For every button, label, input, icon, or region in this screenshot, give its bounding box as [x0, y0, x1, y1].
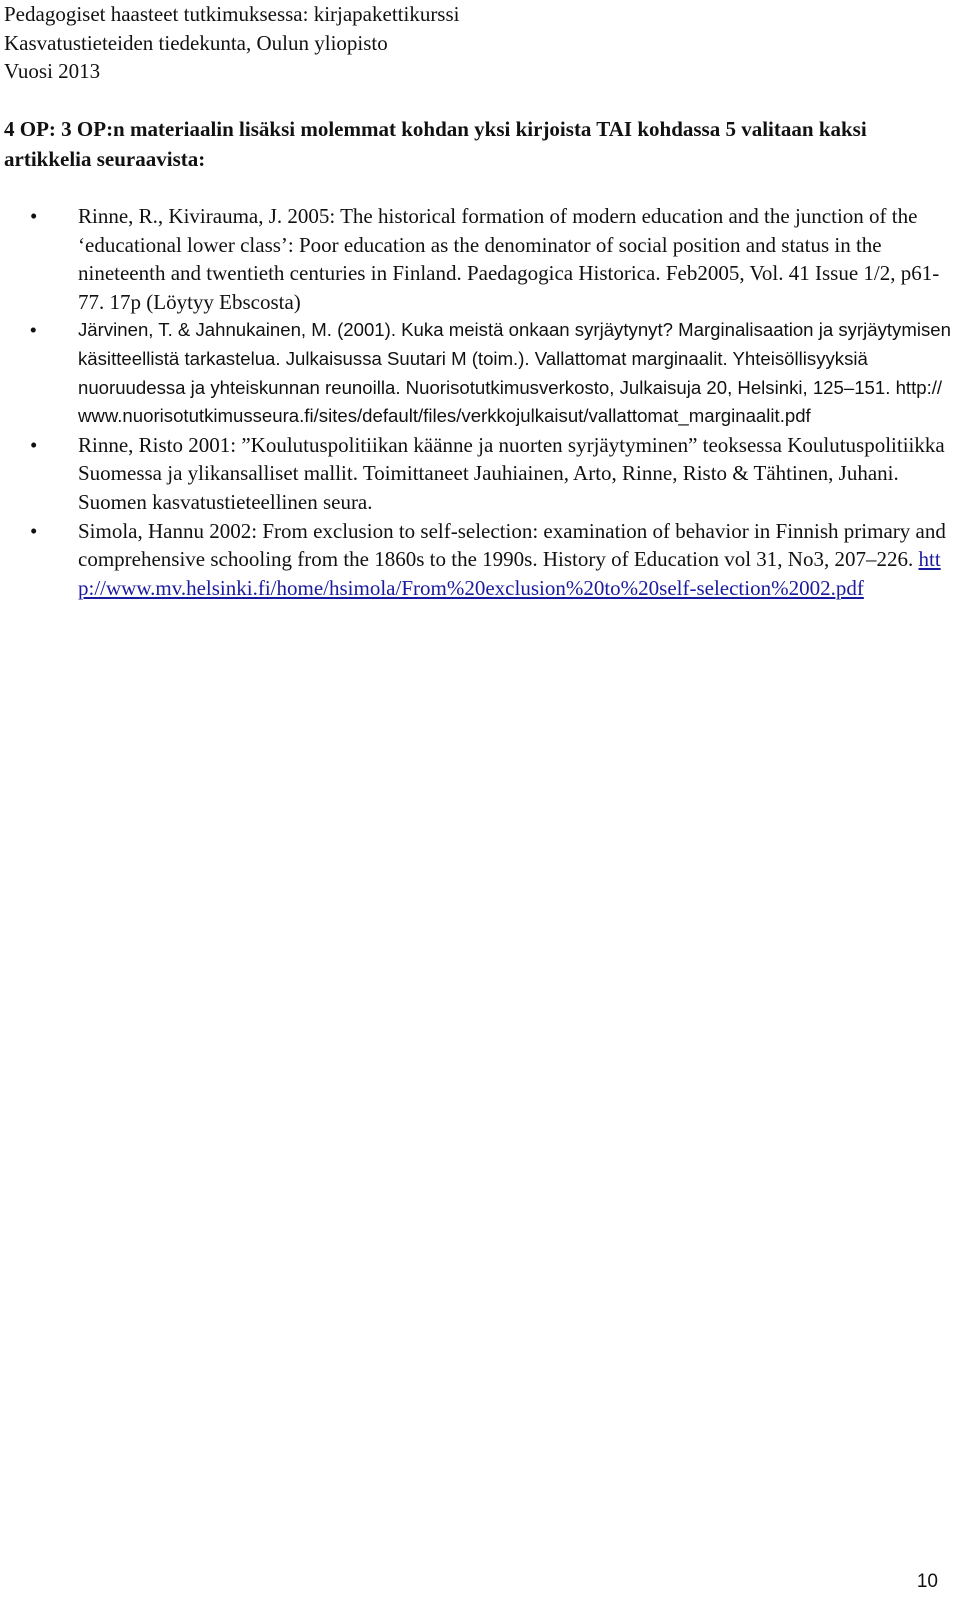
reference-text: Rinne, Risto 2001: ”Koulutuspolitiikan käänne ja nuorten syrjäytyminen” teoksessa Koulutuspolitiikka Suomessa ja ylikansalliset mallit. Toimittaneet Jauhiainen, Arto, Rinne, Risto & Tähtinen, Juhani. Suomen kasvatustieteellinen seura.: [78, 432, 945, 514]
reference-text: Simola, Hannu 2002: From exclusion to self-selection: examination of behavior in Finnish primary and comprehensive schooling from the 1860s to the 1990s. History of Education vol 31, No3, 207–226.: [78, 518, 946, 572]
page-number: 10: [916, 1571, 938, 1592]
reference-list: [0, 202, 960, 602]
bullet-icon: •: [30, 319, 37, 341]
reference-item: [0, 202, 960, 316]
reference-link[interactable]: http://www.mv.helsinki.fi/home/hsimola/From%20exclusion%20to%20self-selection%2002.pdf: [78, 547, 941, 600]
bullet-icon: •: [30, 204, 38, 228]
document-header: [4, 0, 460, 86]
bullet-icon: •: [30, 518, 38, 543]
course-title: Pedagogiset haasteet tutkimuksessa: kirjapakettikurssi: [4, 2, 460, 26]
reference-text: Järvinen, T. & Jahnukainen, M. (2001). Kuka meistä onkaan syrjäytynyt? Marginalisaation ja syrjäytymisen käsitteellistä tarkastelua. Julkaisussa Suutari M (toim.). Vallattomat marginaalit. Yhteisöllisyyksiä nuoruudessa ja yhteiskunnan reunoilla. Nuorisotutkimusverkosto, Julkaisuja 20, Helsinki, 125–151.: [78, 319, 951, 398]
faculty-line: Kasvatustieteiden tiedekunta, Oulun yliopisto: [4, 30, 388, 55]
reference-item: [0, 517, 960, 603]
reference-item: [0, 316, 960, 430]
reference-url: http://www.nuorisotutkimusseura.fi/sites/default/files/verkkojulkaisut/vallattomat_marginaalit.pdf: [78, 376, 943, 427]
section-heading: 4 OP: 3 OP:n materiaalin lisäksi molemmat kohdan yksi kirjoista TAI kohdassa 5 valitaan kaksi artikkelia seuraavista:: [4, 117, 867, 171]
year-line: Vuosi 2013: [4, 59, 101, 83]
bullet-icon: •: [30, 432, 38, 457]
reference-item: [0, 431, 960, 517]
reference-text: Rinne, R., Kivirauma, J. 2005: The historical formation of modern education and the junction of the ‘educational lower class’: Poor education as the denominator of social position and status in the nineteenth and twentieth centuries in Finland. Paedagogica Historica. Feb2005, Vol. 41 Issue 1/2, p61-77. 17p (Löytyy Ebscosta): [78, 204, 940, 314]
